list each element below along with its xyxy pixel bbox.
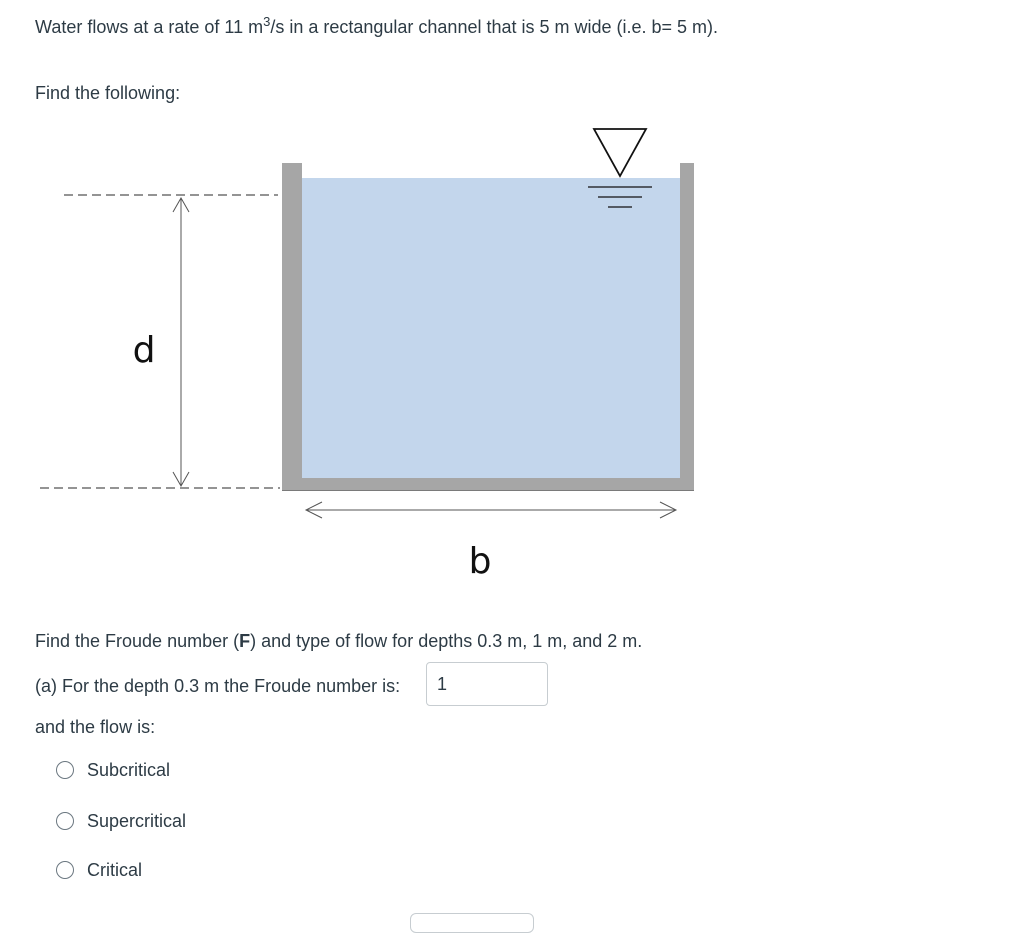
froude-number-input[interactable] xyxy=(426,662,548,706)
depth-label: d xyxy=(132,330,156,371)
question-text-prefix: Water flows at a rate of 11 m xyxy=(35,17,264,37)
radio-label: Critical xyxy=(87,859,143,880)
part-a-label: (a) For the depth 0.3 m the Froude number is: xyxy=(35,676,401,696)
superscript-exponent: 3 xyxy=(263,14,271,29)
depth-arrow xyxy=(173,198,189,486)
radio-button[interactable] xyxy=(56,861,74,879)
radio-label: Supercritical xyxy=(87,810,187,831)
instruction-text: Find the following: xyxy=(35,83,181,103)
radio-option-critical[interactable] xyxy=(56,858,142,882)
water-body xyxy=(302,178,680,478)
froude-text-prefix: Find the Froude number ( xyxy=(35,631,240,651)
froude-question-text xyxy=(35,630,642,652)
channel-left-wall xyxy=(282,163,302,490)
radio-option-subcritical[interactable] xyxy=(56,758,170,782)
froude-text-suffix: ) and type of flow for depths 0.3 m, 1 m, and 2 m. xyxy=(250,631,643,651)
froude-symbol: F xyxy=(239,631,251,651)
radio-option-supercritical[interactable] xyxy=(56,809,186,833)
next-input-partial[interactable] xyxy=(410,913,534,933)
radio-button[interactable] xyxy=(56,761,74,779)
flow-type-label: and the flow is: xyxy=(35,717,156,737)
radio-label: Subcritical xyxy=(87,759,171,780)
width-label: b xyxy=(468,541,492,582)
channel-bottom xyxy=(282,478,694,490)
width-arrow xyxy=(306,502,676,518)
radio-button[interactable] xyxy=(56,812,74,830)
question-text-suffix: /s in a rectangular channel that is 5 m wide (i.e. b= 5 m). xyxy=(270,17,719,37)
channel-right-wall xyxy=(680,163,694,490)
